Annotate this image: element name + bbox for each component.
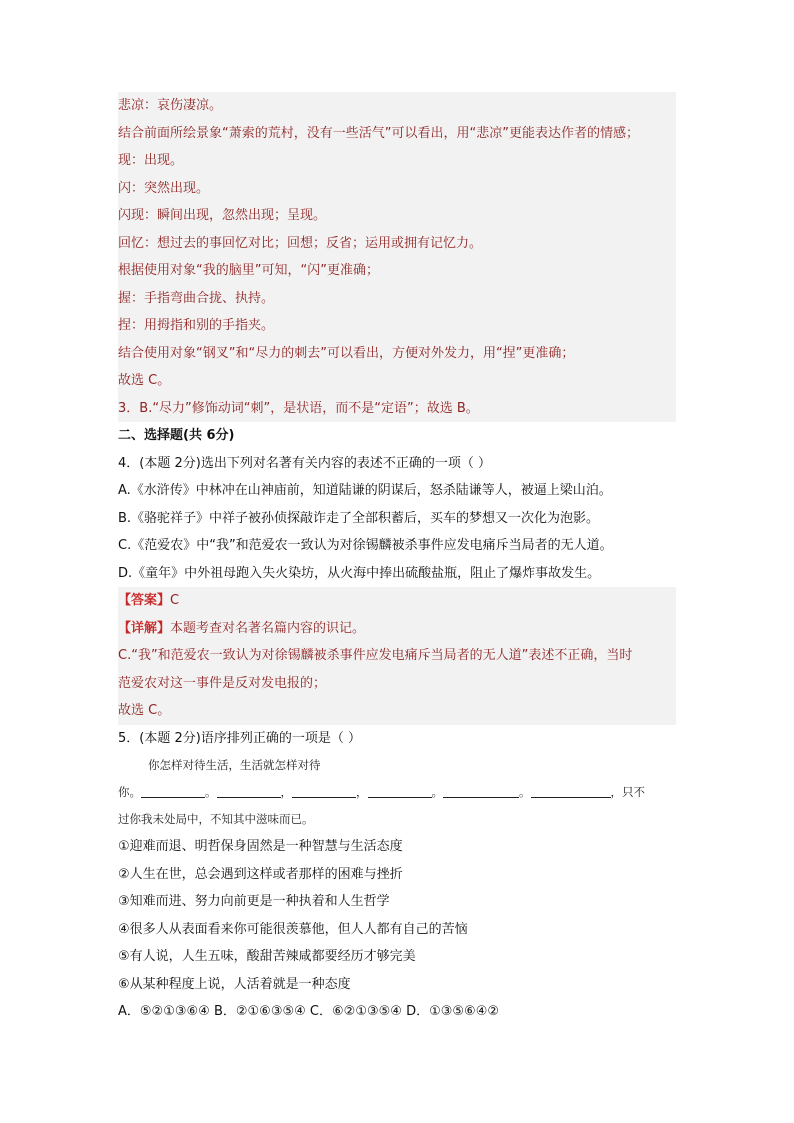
question-5-stem: 5．(本题 2分)语序排列正确的一项是（ ） [118,730,361,746]
blank-2 [217,783,281,798]
question-4-option-c: C.《范爱农》中“我”和范爱农一致认为对徐锡麟被杀事件应发电痛斥当局者的无人道。 [118,538,613,553]
question-4-option-b: B.《骆驼祥子》中祥子被孙侦探敲诈走了全部积蓄后，买车的梦想又一次化为泡影。 [118,510,600,526]
explain-line-7: 根据使用对象“我的脑里”可知，“闪”更准确； [118,263,379,278]
question-4-stem: 4．(本题 2分)选出下列对名著有关内容的表述不正确的一项（ ） [118,455,491,471]
answer-line [118,587,676,615]
explain-line-3: 现：出现。 [118,153,184,168]
detail-conclusion: 故选 C。 [118,703,171,718]
sentence-4: ④很多人从表面看来你可能很羡慕他，但人人都有自己的苦恼 [118,921,468,937]
explain-line-2: 结合前面所绘景象“萧索的荒村，没有一些活气”可以看出，用“悲凉”更能表达作者的情感； [118,125,639,141]
detail-explain-line-2: 范爱农对这一事件是反对发电报的； [118,675,327,691]
detail-explain-line-1: C.“我”和范爱农一致认为对徐锡麟被杀事件应发电痛斥当局者的无人道”表述不正确，当时 [118,648,633,663]
blank-5 [443,783,519,798]
sentence-5: ⑤有人说，人生五味，酸甜苦辣咸都要经历才够完美 [118,949,416,964]
blank-1 [141,783,205,798]
question-5-choices: A．⑤②①③⑥④ B．②①⑥③⑤④ C．⑥②①③⑤④ D．①③⑤⑥④② [118,1004,499,1019]
explain-line-5: 闪现：瞬间出现，忽然出现；呈现。 [118,208,327,223]
document-page [118,92,676,1026]
explain-line-11: 故选 C。 [118,373,171,388]
sentence-1: ①迎难而退、明哲保身固然是一种智慧与生活态度 [118,839,403,854]
explain-line-6: 回忆：想过去的事回忆对比；回想；反省；运用或拥有记忆力。 [118,235,483,251]
detail-text: 本题考查对名著名篇内容的识记。 [170,620,366,636]
answer-value: C [170,593,180,608]
answer-tag: 【答案】 [118,593,171,608]
explain-line-4: 闪：突然出现。 [118,180,210,196]
passage-line-2: 你。 。 ， ， 。 。 ，只不 [118,785,645,799]
sentence-6: ⑥从某种程度上说，人活着就是一种态度 [118,976,351,992]
explain-line-10: 结合使用对象“钢叉”和“尽力的刺去”可以看出，方便对外发力，用“捏”更准确； [118,345,575,361]
detail-line [118,615,676,643]
answer-explanation-block-1 [118,92,676,422]
passage-line-3: 过你我未处局中，不知其中滋味而已。 [118,812,314,826]
detail-tag: 【详解】 [118,620,171,636]
blank-3 [292,783,356,798]
sentence-3: ③知难而进、努力向前更是一种执着和人生哲学 [118,894,390,909]
explain-line-12: 3．B.“尽力”修饰动词“刺”，是状语，而不是“定语”；故选 B。 [118,400,479,416]
passage-line-2-start: 你。 [118,785,141,799]
blank-6 [531,783,611,798]
explain-line-8: 握：手指弯曲合拢、执持。 [118,290,275,306]
explain-line-1: 悲凉：哀伤凄凉。 [118,98,223,113]
question-4-option-a: A.《水浒传》中林冲在山神庙前，知道陆谦的阴谋后，怒杀陆谦等人，被逼上梁山泊。 [118,483,612,498]
section-title: 二、选择题(共 6分) [118,428,235,443]
answer-explanation-block-2 [118,587,676,725]
explain-line-9: 捏：用拇指和别的手指夹。 [118,318,275,333]
question-4-option-d: D.《童年》中外祖母跑入失火染坊，从火海中捧出硫酸盐瓶，阻止了爆炸事故发生。 [118,565,601,581]
sentence-2: ②人生在世，总会遇到这样或者那样的困难与挫折 [118,866,403,882]
passage-line-2-end: ，只不 [610,785,645,799]
passage-line-1: 你怎样对待生活，生活就怎样对待 [148,758,321,772]
blank-4 [368,783,432,798]
